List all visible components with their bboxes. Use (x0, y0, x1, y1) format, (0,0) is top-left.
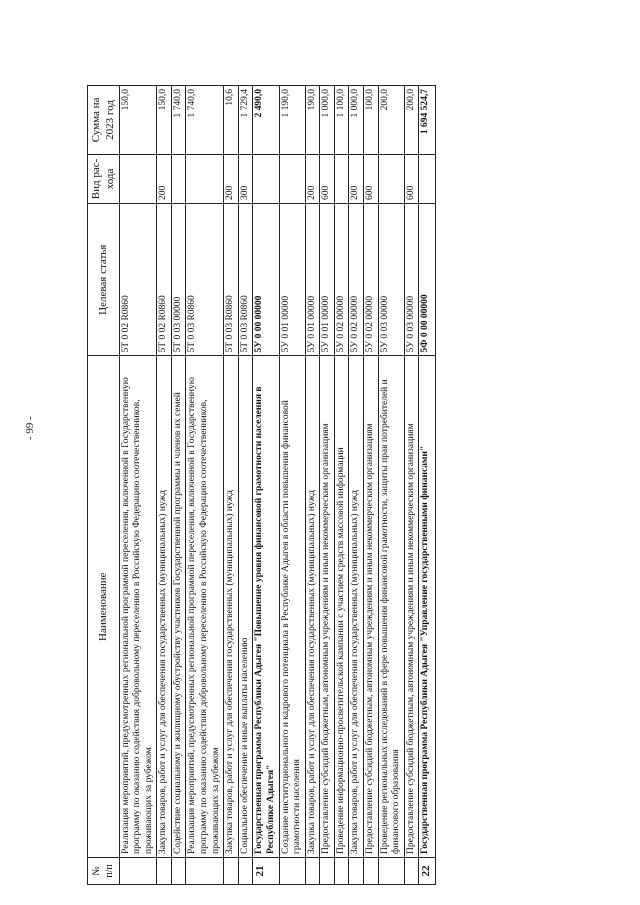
row-code: 5У 0 01 00000 (320, 204, 335, 356)
row-code: 5У 0 01 00000 (279, 204, 305, 356)
row-amount: 150,0 (157, 86, 172, 155)
table-row (186, 86, 224, 885)
row-number (364, 857, 379, 884)
row-code: 5Т 0 03 R0860 (186, 204, 224, 356)
row-amount: 1 100,0 (334, 86, 349, 155)
row-amount: 1 190,0 (279, 86, 305, 155)
row-code: 5У 0 02 00000 (364, 204, 379, 356)
row-amount: 200,0 (404, 86, 419, 155)
row-name: Предоставление субсидий бюджетным, автономным учреждениям и иным некоммерческим организациям (404, 356, 419, 858)
row-number: 22 (419, 857, 435, 884)
row-amount: 10,6 (224, 86, 239, 155)
row-expense-type: 600 (364, 154, 379, 203)
row-expense-type (334, 154, 349, 203)
table-row (419, 86, 435, 885)
row-name: Предоставление субсидий бюджетным, автономным учреждениям и иным некоммерческим организациям (320, 356, 335, 858)
row-name: Содействие социальному и жилищному обустройству участников Государственной программы и членов их семей (171, 356, 186, 858)
row-number (279, 857, 305, 884)
row-name: Проведение информационно-просветительской кампании с участием средств массовой информации (334, 356, 349, 858)
table-row (349, 86, 364, 885)
row-expense-type (279, 154, 305, 203)
row-expense-type (171, 154, 186, 203)
row-code: 5У 0 02 00000 (334, 204, 349, 356)
table-row (253, 86, 279, 885)
row-code: 5Т 0 02 R0860 (119, 204, 157, 356)
row-name: Государственная программа Республики Адыгея "Повышение уровня финансовой грамотности населения в Республике Адыгея" (253, 356, 279, 858)
row-code: 5Т 0 02 R0860 (157, 204, 172, 356)
table-row (157, 86, 172, 885)
row-code: 5Ф 0 00 00000 (419, 204, 435, 356)
table-row (238, 86, 253, 885)
row-name: Реализация мероприятий, предусмотренных региональной программой переселения, включенной в Государственную программу по оказанию содействия добровольному переселению в Российскую Федерацию соотечественников, проживающих за рубежом (119, 356, 157, 858)
table-row (320, 86, 335, 885)
row-number (349, 857, 364, 884)
row-name: Предоставление субсидий бюджетным, автономным учреждениям и иным некоммерческим организациям (364, 356, 379, 858)
table-header-row (88, 86, 120, 885)
row-name: Проведение региональных исследований в сфере повышения финансовой грамотности, защиты прав потребителей и финансового образования (378, 356, 404, 858)
row-number (157, 857, 172, 884)
header-name: Наименование (88, 356, 120, 858)
row-number (238, 857, 253, 884)
row-expense-type: 200 (157, 154, 172, 203)
row-name: Закупка товаров, работ и услуг для обеспечения государственных (муниципальных) нужд (157, 356, 172, 858)
table-row (364, 86, 379, 885)
table-row (334, 86, 349, 885)
table-row (119, 86, 157, 885)
row-number (171, 857, 186, 884)
row-expense-type: 200 (349, 154, 364, 203)
row-name: Закупка товаров, работ и услуг для обеспечения государственных (муниципальных) нужд (349, 356, 364, 858)
table-body (119, 86, 435, 885)
row-code: 5Т 0 03 00000 (171, 204, 186, 356)
row-expense-type: 200 (305, 154, 320, 203)
table-row (224, 86, 239, 885)
row-amount: 1 740,0 (186, 86, 224, 155)
row-amount: 190,0 (305, 86, 320, 155)
table-row (279, 86, 305, 885)
row-number (404, 857, 419, 884)
row-amount: 1 740,0 (171, 86, 186, 155)
row-code: 5У 0 02 00000 (349, 204, 364, 356)
row-expense-type: 300 (238, 154, 253, 203)
row-expense-type (119, 154, 157, 203)
row-number (378, 857, 404, 884)
page-number: - 99 - (24, 416, 36, 440)
row-expense-type: 600 (404, 154, 419, 203)
row-name: Создание институционального и кадрового потенциала в Республике Адыгея в области повышения финансовой грамотности населения (279, 356, 305, 858)
row-name: Социальное обеспечение и иные выплаты населению (238, 356, 253, 858)
row-expense-type (186, 154, 224, 203)
row-name: Государственная программа Республики Адыгея "Управление государственными финансами" (419, 356, 435, 858)
row-number (320, 857, 335, 884)
row-expense-type (253, 154, 279, 203)
row-code: 5У 0 00 00000 (253, 204, 279, 356)
row-amount: 150,0 (119, 86, 157, 155)
header-vr: Вид рас- хода (88, 154, 120, 203)
header-sum: Сумма на 2023 год (88, 86, 120, 155)
row-number (305, 857, 320, 884)
row-number (224, 857, 239, 884)
row-name: Реализация мероприятий, предусмотренных региональной программой переселения, включенной в Государственную программу по оказанию содействия добровольному переселению в Российскую Федерацию соотечественников, проживающих за рубежом (186, 356, 224, 858)
row-code: 5У 0 03 00000 (404, 204, 419, 356)
row-amount: 1 694 524,7 (419, 86, 435, 155)
row-number (119, 857, 157, 884)
row-expense-type: 600 (320, 154, 335, 203)
rotated-page (87, 85, 554, 885)
row-amount: 1 729,4 (238, 86, 253, 155)
budget-table (87, 85, 436, 885)
row-amount: 1 000,0 (320, 86, 335, 155)
row-amount: 1 000,0 (349, 86, 364, 155)
table-row (378, 86, 404, 885)
row-code: 5Т 0 03 R0860 (224, 204, 239, 356)
row-number (334, 857, 349, 884)
row-code: 5У 0 03 00000 (378, 204, 404, 356)
table-row (404, 86, 419, 885)
row-name: Закупка товаров, работ и услуг для обеспечения государственных (муниципальных) нужд (305, 356, 320, 858)
row-code: 5У 0 01 00000 (305, 204, 320, 356)
row-number: 21 (253, 857, 279, 884)
header-code: Целевая статья (88, 204, 120, 356)
row-code: 5Т 0 03 R0860 (238, 204, 253, 356)
table-row (305, 86, 320, 885)
row-expense-type: 200 (224, 154, 239, 203)
header-num: № п/п (88, 857, 120, 884)
row-amount: 2 490,0 (253, 86, 279, 155)
row-expense-type (419, 154, 435, 203)
row-name: Закупка товаров, работ и услуг для обеспечения государственных (муниципальных) нужд (224, 356, 239, 858)
table-row (171, 86, 186, 885)
row-amount: 200,0 (378, 86, 404, 155)
row-expense-type (378, 154, 404, 203)
row-number (186, 857, 224, 884)
row-amount: 100,0 (364, 86, 379, 155)
